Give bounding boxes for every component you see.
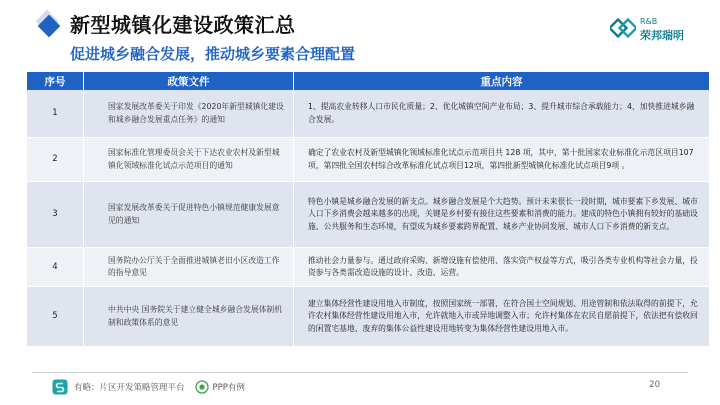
table-header <box>27 72 709 90</box>
platform-logo-icon <box>52 379 68 395</box>
logo-mark-icon <box>610 18 636 40</box>
row-policy-document: 中共中央 国务院关于建立健全城乡融合发展体制机制和政策体系的意见 <box>84 287 294 346</box>
table-row <box>27 248 709 287</box>
row-policy-document: 国家发展改革委关于促进特色小镇规范健康发展意见的通知 <box>84 182 294 247</box>
brand-logo <box>610 14 706 46</box>
header-key-content: 重点内容 <box>480 75 523 88</box>
ppp-logo-icon <box>195 380 209 394</box>
page-number: 20 <box>649 380 660 390</box>
row-key-content: 推动社会力量参与。通过政府采购、新增设施有偿使用、落实资产权益等方式，吸引各类专业机构等社会力量，投资参与各类需改造设施的设计、改造、运营。 <box>308 255 698 277</box>
row-number: 1 <box>27 90 84 137</box>
table-row <box>27 138 709 182</box>
logo-name: 荣邦瑞明 <box>640 29 684 42</box>
footer-divider <box>32 372 688 373</box>
row-key-content: 1、提高农业转移人口市民化质量；2、优化城镇空间产业布局；3、提升城市综合承载能力；4、加快推进城乡融合发展。 <box>308 102 695 124</box>
page-title: 新型城镇化建设政策汇总 <box>70 13 296 37</box>
table-row <box>27 182 709 248</box>
row-policy-document: 国家标准化管理委员会关于下达农业农村及新型城镇化领域标准化试点示范项目的通知 <box>84 138 294 181</box>
row-key-content: 特色小镇是城乡融合发展的新支点。城乡融合发展是个大趋势。预计未来很长一段时期，城市要素下乡发展、城市人口下乡消费会越来越多的出现，关键是乡村要有接住这些要素和消费的能力。建成的特色小镇拥有较好的基础设施、公共服务和生态环境，有望成为城乡要素跨界配置、城乡产业协同发展、城市人口下乡消费的新支点。 <box>308 196 698 231</box>
row-number: 2 <box>27 138 84 181</box>
row-key-content: 建立集体经营性建设用地入市制度，按照国家统一部署，在符合国土空间规划、用途管制和依法取得的前提下，允许农村集体经营性建设用地入市，允许就地入市或异地调整入市；允许村集体在农民自愿前提下，依法把有偿收回的闲置宅基地、废弃的集体公益性建设用地转变为集体经营性建设用地入市。 <box>308 298 698 333</box>
footer <box>52 377 245 397</box>
row-key-content: 确定了农业农村及新型城镇化领域标准化试点示范项目共 128 项，其中，第十批国家农业标准化示范区项目107 项，第四批全国农村综合改革标准化试点项目12项，第四批新型城镇化标准化试点项目9项 。 <box>308 148 694 170</box>
row-policy-document: 国家发展改革委关于印发《2020年新型城镇化建设和城乡融合发展重点任务》的通知 <box>84 90 294 137</box>
row-number: 3 <box>27 182 84 247</box>
row-policy-document: 国务院办公厅关于全面推进城镇老旧小区改造工作的指导意见 <box>84 248 294 286</box>
row-number: 4 <box>27 248 84 286</box>
footer-ppp-name: PPP有例 <box>212 383 245 393</box>
policy-table <box>27 72 709 347</box>
title-diamond-icon <box>32 9 62 39</box>
page-subtitle: 促进城乡融合发展，推动城乡要素合理配置 <box>70 45 356 63</box>
header-number: 序号 <box>27 72 84 90</box>
row-number: 5 <box>27 287 84 346</box>
table-row <box>27 287 709 347</box>
header-policy-document: 政策文件 <box>84 72 294 90</box>
logo-small-text: R&B <box>640 17 658 26</box>
footer-platform-name: 有略：片区开发策略管理平台 <box>74 383 185 393</box>
table-row <box>27 90 709 138</box>
